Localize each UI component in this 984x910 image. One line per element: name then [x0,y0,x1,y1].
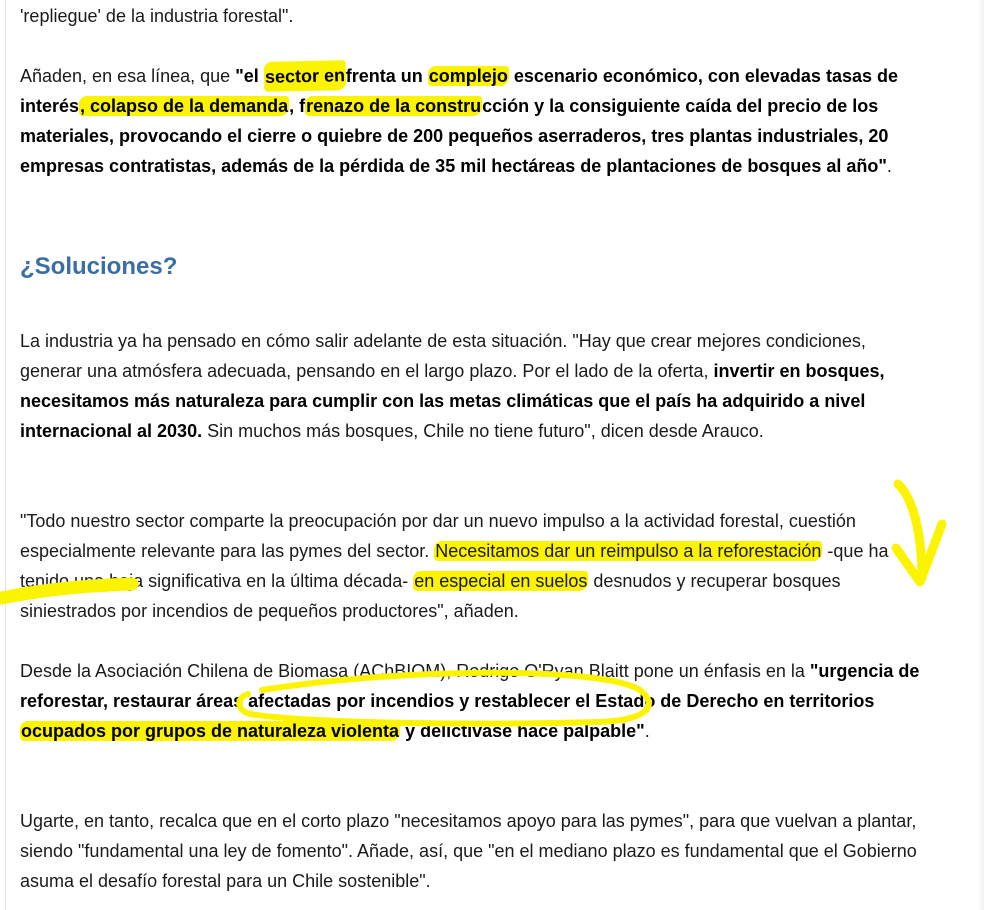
paragraph-ugarte [20,806,920,896]
paragraph-text: "Todo nuestro sector comparte la preocupación por dar un nuevo impulso a la actividad forestal, cuestión especialmente relevante para las pymes del sector. [20,511,856,561]
paragraph-text: Ugarte, en tanto, recalca que en el corto plazo "necesitamos apoyo para las pymes", para que vuelvan a plantar, siendo "fundamental una ley de fomento". Añade, así, que "en el mediano plazo es fundamental que el Gobierno asuma el desafío forestal para un Chile sostenible". [20,811,917,891]
highlight-suelos: en especial en suelos [414,571,588,591]
bold-quote: escenario económico, con elevadas tasas de interés [20,66,898,116]
page-right-edge [978,0,984,910]
highlight-frenazo-construccion: renazo de la constru [306,96,482,116]
paragraph-text: . [886,156,892,176]
page-left-border [5,0,6,910]
paragraph-text: . [644,721,650,741]
highlight-sector: sector en [263,60,346,92]
paragraph-sector-crisis [20,61,920,181]
paragraph-text: Añaden, en esa línea, que [20,66,236,86]
section-heading-soluciones: ¿Soluciones? [20,253,178,280]
bold-quote: frenta un [345,66,428,86]
highlight-complejo: complejo [428,66,508,86]
paragraph-achbiom [20,656,920,746]
bold-quote: "urgencia de reforestar, restaurar áreas afectadas por incendios y restablecer el Estado de Derecho en territorios [20,661,920,711]
paragraph-text: 'repliegue' de la industria forestal". [20,6,294,26]
paragraph-arauco [20,326,920,446]
bold-quote: "el [235,66,264,86]
paragraph-text: Sin muchos más bosques, Chile no tiene futuro", dicen desde Arauco. [202,421,764,441]
highlight-reimpulso-reforestacion: Necesitamos dar un reimpulso a la reforestación [435,541,822,561]
paragraph-repliegue [20,1,920,31]
bold-quote: invertir en bosques, necesitamos más naturaleza para cumplir con las metas climáticas que el país ha adquirido a nivel internacional al 2030. [20,361,885,441]
highlight-colapso-demanda: , colapso de la demanda [80,96,289,116]
paragraph-text: La industria ya ha pensado en cómo salir adelante de esta situación. "Hay que crear mejores condiciones, generar una atmósfera adecuada, pensando en el largo plazo. Por el lado de la oferta, [20,331,866,381]
paragraph-text: desnudos y recuperar bosques siniestrados por incendios de pequeños productores", añaden. [20,571,841,621]
highlight-grupos-violentos: ocupados por grupos de naturaleza violenta [21,721,400,741]
paragraph-text: Desde la Asociación Chilena de Biomasa (AChBIOM), Rodrigo O'Ryan Blaitt pone un énfasis en la [20,661,810,681]
paragraph-reforestacion [20,506,920,626]
paragraph-text: -que ha tenido una baja significativa en la última década- [20,541,889,591]
bold-quote: , f [289,96,306,116]
bold-quote: cción y la consiguiente caída del precio de los materiales, provocando el cierre o quiebre de 200 pequeños aserraderos, tres plantas industriales, 20 empresas contratistas, además de la pérdida de 35 mil hectáreas de plantaciones de bosques al año" [20,96,889,176]
bold-quote: y delictivase hace palpable" [400,721,645,741]
